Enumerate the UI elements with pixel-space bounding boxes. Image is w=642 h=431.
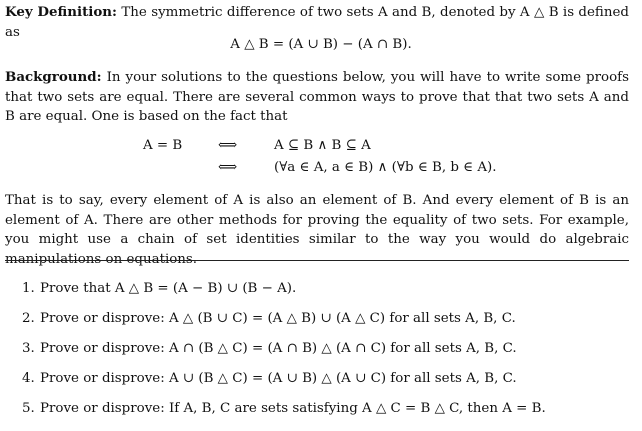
question-text: Prove or disprove: A ∪ (B △ C) = (A ∪ B) △ (A ∪ C) for all sets A, B, C. [40,371,517,386]
background-label: Background: [5,69,102,85]
background-text: In your solutions to the questions below, you will have to write some proofs that two sets are equal. There are several common ways to prove that that two sets A and B are equal. One is based on the fact that [5,70,629,124]
question-text: Prove or disprove: A ∩ (B △ C) = (A ∩ B) △ (A ∩ C) for all sets A, B, C. [40,341,517,356]
question-text: Prove that A △ B = (A − B) ∪ (B − A). [40,281,297,296]
question-text: Prove or disprove: If A, B, C are sets satisfying A △ C = B △ C, then A = B. [40,401,546,416]
followup-paragraph: That is to say, every element of A is also an element of B. And every element of B is an element of A. There are other methods for proving the equality of two sets. For example, you might use a chain of set identities similar to the way you would do algebraic manipulations on equations. [5,193,629,267]
question-item [22,341,517,356]
question-number: 2. [22,311,35,326]
question-number: 3. [22,341,35,356]
key-definition-text: The symmetric difference of two sets A and B, denoted by A △ B is defined as [5,5,629,40]
question-text: Prove or disprove: A △ (B ∪ C) = (A △ B) ∪ (A △ C) for all sets A, B, C. [40,311,516,326]
display-iff-2: ⟺ [218,160,238,175]
background-paragraph [5,68,629,127]
display-iff-1: ⟺ [218,138,238,153]
question-number: 1. [22,281,35,296]
question-item [22,281,296,296]
question-number: 4. [22,371,35,386]
question-item [22,371,517,386]
section-divider [5,260,629,261]
key-definition-label: Key Definition: [5,4,117,20]
display-rhs-2: (∀a ∈ A, a ∈ B) ∧ (∀b ∈ B, b ∈ A). [274,160,497,175]
display-rhs-1: A ⊆ B ∧ B ⊆ A [274,138,371,153]
question-item [22,311,516,326]
display-lhs: A = B [143,138,183,153]
question-number: 5. [22,401,35,416]
question-item [22,401,546,416]
symmetric-difference-formula: A △ B = (A ∪ B) − (A ∩ B). [230,37,412,52]
